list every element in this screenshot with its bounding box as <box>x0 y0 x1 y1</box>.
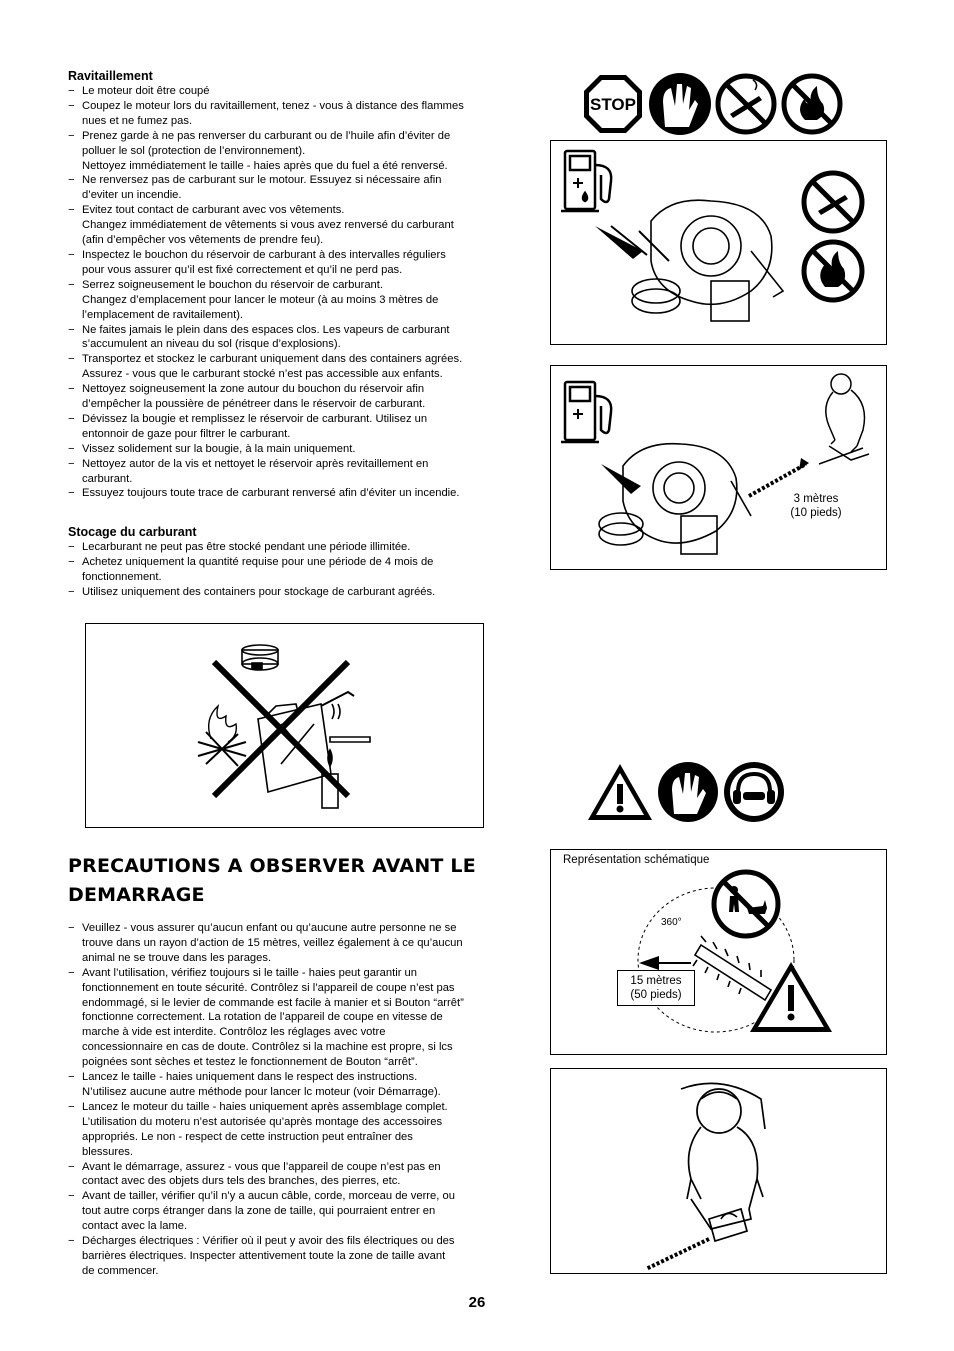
refuelling-illustration <box>551 141 886 344</box>
distance-label-15m: 15 mètres (50 pieds) <box>617 970 695 1006</box>
operator-illustration <box>551 1069 886 1273</box>
gloves-icon <box>649 73 711 135</box>
precautions-section <box>68 921 526 1279</box>
operator-figure <box>819 374 869 464</box>
distance-label-3m: 3 mètres (10 pieds) <box>790 493 842 519</box>
precautions-heading: PRECAUTIONS A OBSERVER AVANT LE DEMARRAGE <box>68 855 476 906</box>
stocage-heading: Stocage du carburant <box>68 525 197 539</box>
no-persons-animals-icon <box>714 872 778 936</box>
list-item: − Nettoyez soigneusement la zone autour du bouchon du réservoir afin d’empêcher la poussière de pénétreer dans le réservoir de carburant. <box>68 382 526 412</box>
schematic-figure <box>550 849 887 1055</box>
gloves-icon <box>658 762 718 822</box>
list-item: − Avant de tailler, vérifier qu’il n’y a aucun câble, corde, morceau de verre, ou tout autre corps étranger dans la zone de taille, qui pourraient entrer en contact avec la lame. <box>68 1189 526 1234</box>
list-item: − Transportez et stockez le carburant uniquement dans des containers agrées. Assurez - vous que le carburant stocké n’est pas accessible aux enfants. <box>68 352 526 382</box>
list-item: − Avant le démarrage, assurez - vous que l’appareil de coupe n’est pas en contact avec des objets durs tels des branches, des pierres, etc. <box>68 1160 526 1190</box>
list-item: − Lancez le taille - haies uniquement dans le respect des instructions. N’utilisez aucune autre méthode pour lancer lc moteur (voir Démarrage). <box>68 1070 526 1100</box>
warning-icon <box>750 962 832 1032</box>
list-item: − Avant l’utilisation, vérifiez toujours si le taille - haies peut garantir un fonctionnement en toute sécurité. Contrôlez si l’appareil de coupe n’est pas endommagé, si le levier de commande est facile à manier et si Bouton “arrêt” fonctionne correctement. La rotation de l’appareil de coupe en vitesse de marche à vide est interdite. Contrôloz les réglages avec votre concessionnaire en cas de doute. Contrôlez si la machine est propre, si lcs poignées sont sèches et testez le fonctionnement de Bouton “arrêt”. <box>68 966 526 1070</box>
list-item: − Ne renversez pas de carburant sur le motour. Essuyez si nécessaire afin d’eviter un incendie. <box>68 173 526 203</box>
stop-sign-icon <box>584 75 642 133</box>
list-item: − Dévissez la bougie et remplissez le réservoir de carburant. Utilisez un entonnoir de gaze pour filtrer le carburant. <box>68 412 526 442</box>
page-number: 26 <box>468 1294 486 1311</box>
list-item: − Décharges électriques : Vérifier où il peut y avoir des fils électriques ou des barrières électriques. Inspecter attentivement toute la zone de taille avant de commencer. <box>68 1234 526 1279</box>
warning-icon <box>588 764 652 820</box>
no-fire-near-fuel-figure <box>85 623 484 828</box>
list-item: − Le moteur doit être coupé <box>68 84 526 99</box>
fuel-pump-icon <box>561 151 611 211</box>
no-smoking-icon <box>804 173 862 231</box>
no-open-flame-icon <box>804 242 862 300</box>
ravitaillement-list <box>68 84 526 501</box>
precautions-list <box>68 921 526 1279</box>
refuelling-figure <box>550 140 887 345</box>
list-item: − Achetez uniquement la quantité requise pour une période de 4 mois de fonctionnement. <box>68 555 526 585</box>
fuel-can-fire-illustration <box>86 624 483 827</box>
hedge-trimmer-engine <box>611 200 783 321</box>
arrow-icon <box>601 464 641 494</box>
list-item: − Lecarburant ne peut pas être stocké pendant une période illimitée. <box>68 540 526 555</box>
stop-label: STOP <box>590 95 636 114</box>
angle-label: 360° <box>661 917 682 928</box>
list-item: − Evitez tout contact de carburant avec vos vêtements. Changez immédiatement de vêtements si vous avez renversé du carburant (afin d’empêcher vos vêtements de prendre feu). <box>68 203 526 248</box>
safety-icons-row-top <box>583 72 883 142</box>
list-item: − Lancez le moteur du taille - haies uniquement après assemblage complet. L’utilisation du moteru n’est autorisée qu’après montage des accessoires appropriés. Le non - respect de cette instruction peut entraîner des blessures. <box>68 1100 526 1160</box>
start-distance-figure <box>550 365 887 570</box>
list-item: − Utilisez uniquement des containers pour stockage de carburant agréés. <box>68 585 526 600</box>
ravitaillement-heading: Ravitaillement <box>68 69 153 83</box>
hedge-trimmer-blade <box>693 936 771 1000</box>
schematic-illustration <box>551 850 886 1054</box>
list-item: − Prenez garde à ne pas renverser du carburant ou de l’huile afin d’éviter de polluer le sol (protection de l’environnement). Nettoyez immédiatement le taille - haies après que du fuel a été renversé. <box>68 129 526 174</box>
hedge-trimmer-engine <box>599 444 751 554</box>
operator-figure <box>550 1068 887 1274</box>
list-item: − Nettoyez autor de la vis et nettoyet le réservoir après revitaillement en carburant. <box>68 457 526 487</box>
list-item: − Coupez le moteur lors du ravitaillement, tenez - vous à distance des flammes nues et ne fumez pas. <box>68 99 526 129</box>
list-item: − Vissez solidement sur la bougie, à la main uniquement. <box>68 442 526 457</box>
arrow-icon <box>595 226 643 259</box>
fuel-pump-icon <box>561 382 611 442</box>
list-item: − Serrez soigneusement le bouchon du réservoir de carburant. Changez d’emplacement pour lancer le moteur (à au moins 3 mètres de l’emplacement de ravitailement). <box>68 278 526 323</box>
list-item: − Ne faites jamais le plein dans des espaces clos. Les vapeurs de carburant s’accumulent an niveau du sol (risque d’explosions). <box>68 323 526 353</box>
ear-eye-protection-icon <box>724 762 784 822</box>
schematic-title: Représentation schématique <box>563 854 710 866</box>
list-item: − Essuyez toujours toute trace de carburant renversé afin d’éviter un incendie. <box>68 486 526 501</box>
cutter-bar <box>646 1239 709 1269</box>
list-item: − Veuillez - vous assurer qu’aucun enfant ou qu’aucune autre personne ne se trouve dans un rayon d’action de 15 mètres, veillez également à ce qu’aucun animal ne se trouve dans les parages. <box>68 921 526 966</box>
stocage-list <box>68 540 526 600</box>
safety-icons-row-bottom <box>588 762 788 824</box>
no-open-flame-icon <box>784 76 840 132</box>
start-distance-illustration <box>551 366 886 569</box>
ravitaillement-section <box>68 69 526 501</box>
list-item: − Inspectez le bouchon du réservoir de carburant à des intervalles réguliers pour vous assurer qu’il est fixé correctement et qu’il ne perd pas. <box>68 248 526 278</box>
no-smoking-icon <box>718 76 774 132</box>
stocage-section <box>68 525 526 600</box>
